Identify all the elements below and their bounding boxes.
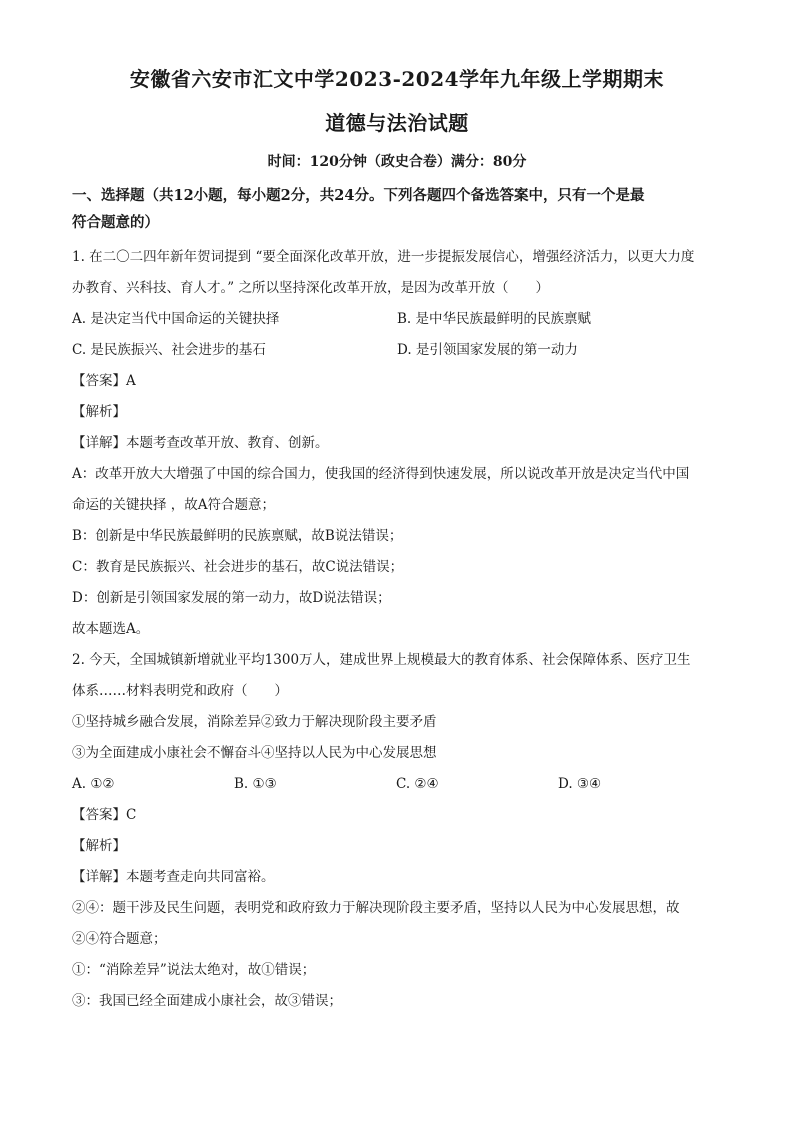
- q1-explanation-line: B：创新是中华民族最鲜明的民族禀赋，故B说法错误；: [72, 528, 403, 544]
- q1-option-b: B. 是中华民族最鲜明的民族禀赋: [397, 311, 592, 327]
- q1-options-row-1: [72, 304, 722, 335]
- q1-detail: 【详解】本题考查改革开放、教育、创新。: [72, 435, 329, 451]
- q2-detail: 【详解】本题考查走向共同富裕。: [72, 869, 275, 885]
- q2-stem-line-2: 体系……材料表明党和政府（ ）: [72, 683, 288, 699]
- q1-answer: 【答案】A: [72, 373, 136, 389]
- q2-answer: 【答案】C: [72, 807, 137, 823]
- q2-stem-line-1: 2. 今天，全国城镇新增就业平均1300万人，建成世界上规模最大的教育体系、社会保障体系、医疗卫生: [72, 652, 691, 668]
- q1-option-c: C. 是民族振兴、社会进步的基石: [72, 342, 266, 358]
- section-heading: [72, 182, 722, 236]
- q1-explanation-line: A：改革开放大大增强了中国的综合国力，使我国的经济得到快速发展，所以说改革开放是决定当代中国: [72, 466, 690, 482]
- section-heading-line-1: 一、选择题（共12小题，每小题2分，共24分。下列各题四个备选答案中，只有一个是最: [72, 187, 645, 204]
- q1-explanation-line: 命运的关键抉择 ，故A符合题意；: [72, 497, 276, 513]
- q1-options-row-2: [72, 335, 722, 366]
- q2-option-b: B. ①③: [234, 776, 277, 792]
- section-heading-line-2: 符合题意的）: [72, 214, 159, 231]
- q2-explanation-line: ①：“消除差异”说法太绝对，故①错误；: [72, 962, 316, 978]
- exam-subject-title: 道德与法治试题: [325, 111, 469, 135]
- q2-explanation-line: ③：我国已经全面建成小康社会，故③错误；: [72, 993, 342, 1009]
- q2-statements-line-2: ③为全面建成小康社会不懈奋斗④坚持以人民为中心发展思想: [72, 745, 437, 761]
- q1-stem-line-2: 办教育、兴科技、育人才。” 之所以坚持深化改革开放，是因为改革开放（ ）: [72, 280, 549, 296]
- exam-page: [72, 64, 722, 1017]
- q2-option-c: C. ②④: [396, 776, 439, 792]
- q1-explanation-line: C：教育是民族振兴、社会进步的基石，故C说法错误；: [72, 559, 404, 575]
- q1-conclusion: 故本题选A。: [72, 621, 150, 637]
- q2-explanation-line: ②④符合题意；: [72, 931, 167, 947]
- exam-meta: 时间：120分钟（政史合卷）满分：80分: [267, 154, 527, 170]
- q2-option-d: D. ③④: [558, 776, 602, 792]
- question-2: [72, 645, 722, 1017]
- q1-explanation-line: D：创新是引领国家发展的第一动力，故D说法错误；: [72, 590, 391, 606]
- q2-option-a: A. ①②: [72, 776, 115, 792]
- q1-option-d: D. 是引领国家发展的第一动力: [397, 342, 578, 358]
- q2-analysis-label: 【解析】: [72, 838, 126, 854]
- q1-stem-line-1: 1. 在二〇二四年新年贺词提到 “要全面深化改革开放，进一步提振发展信心，增强经济活力，以更大力度: [72, 249, 695, 265]
- question-1: [72, 242, 722, 645]
- exam-title: 安徽省六安市汇文中学2023-2024学年九年级上学期期末: [129, 67, 665, 91]
- q2-options-row: [72, 769, 722, 800]
- q1-option-a: A. 是决定当代中国命运的关键抉择: [72, 311, 280, 327]
- q1-analysis-label: 【解析】: [72, 404, 126, 420]
- q2-explanation-line: ②④：题干涉及民生问题，表明党和政府致力于解决现阶段主要矛盾，坚持以人民为中心发展思想，故: [72, 900, 680, 916]
- q2-statements-line-1: ①坚持城乡融合发展，消除差异②致力于解决现阶段主要矛盾: [72, 714, 437, 730]
